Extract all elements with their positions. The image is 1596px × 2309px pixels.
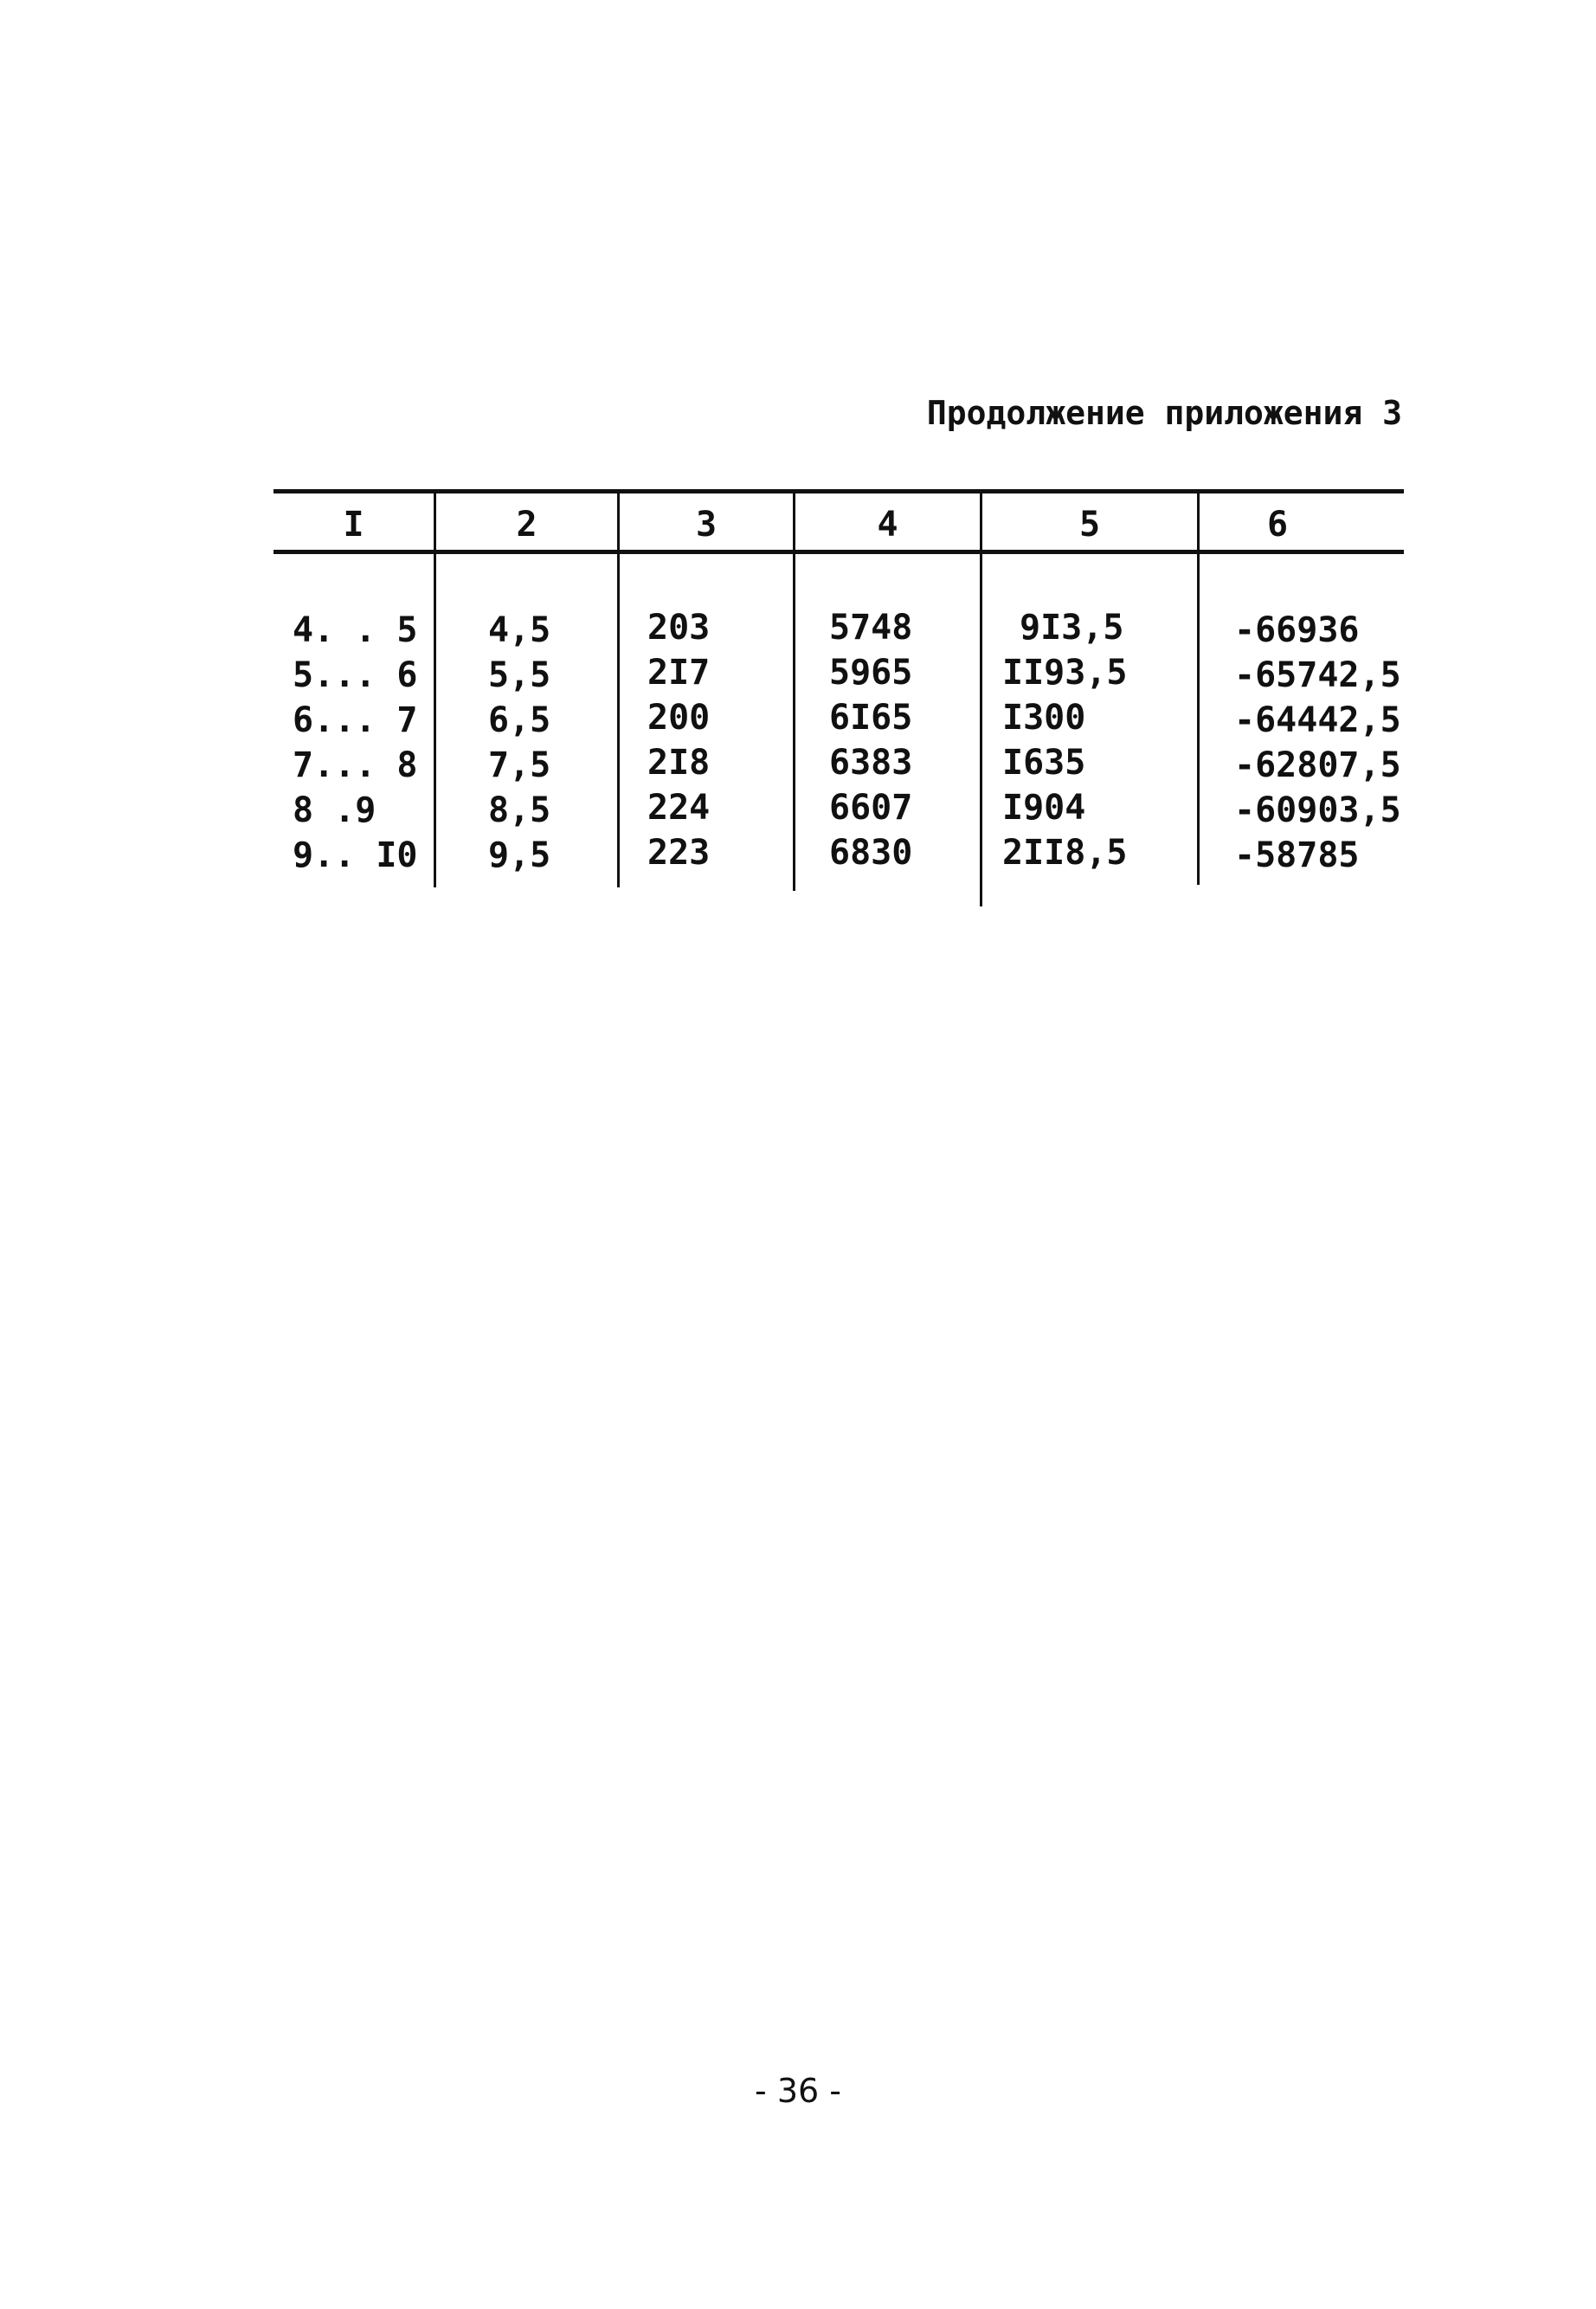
table-cell: 6607 (829, 788, 913, 828)
table-cell: -60903,5 (1234, 790, 1401, 830)
table-cell: 203 (647, 608, 711, 648)
table-cell: 2II8,5 (1002, 833, 1128, 873)
table-cell: 4,5 (488, 610, 551, 650)
table-cell: -65742,5 (1234, 655, 1401, 695)
table-cell: -64442,5 (1234, 700, 1401, 740)
column-separator (980, 491, 982, 906)
table-cell: 200 (647, 698, 711, 738)
table-cell: 223 (647, 833, 711, 873)
column-header: 2 (516, 505, 537, 545)
table-cell: 5748 (829, 608, 913, 648)
table-cell: 9I3,5 (1020, 608, 1124, 648)
table-caption: Продолжение приложения 3 (926, 394, 1402, 432)
table-cell: -58785 (1234, 835, 1360, 875)
table-top-rule (274, 489, 1404, 493)
table-cell: I300 (1002, 698, 1086, 738)
table-cell: II93,5 (1002, 653, 1128, 693)
column-separator (1197, 491, 1200, 885)
column-separator (617, 491, 620, 887)
table-cell: 5,5 (488, 655, 551, 695)
table-cell: 9.. I0 (293, 835, 418, 875)
table-cell: 9,5 (488, 835, 551, 875)
column-separator (793, 491, 795, 891)
table-cell: 6I65 (829, 698, 913, 738)
table-cell: 6383 (829, 743, 913, 783)
table-cell: 8 .9 (293, 790, 376, 830)
column-header: I (343, 505, 364, 545)
table-header-rule (274, 550, 1404, 554)
column-header: 3 (695, 505, 718, 545)
table-cell: 224 (647, 788, 711, 828)
table-cell: 6,5 (488, 700, 551, 740)
table-cell: 4. . 5 (293, 610, 418, 650)
column-header: 4 (877, 505, 898, 545)
table-cell: 8,5 (488, 790, 551, 830)
table-cell: 7,5 (488, 745, 551, 785)
table-cell: 6... 7 (293, 700, 418, 740)
table-cell: -66936 (1234, 610, 1360, 650)
table-cell: I904 (1002, 788, 1086, 828)
table-cell: 5965 (829, 653, 913, 693)
table-cell: 2I7 (647, 653, 711, 693)
table-cell: 6830 (829, 833, 913, 873)
table-cell: 5... 6 (293, 655, 418, 695)
table-cell: 7... 8 (293, 745, 418, 785)
page-number: - 36 - (755, 2072, 841, 2110)
table-cell: -62807,5 (1234, 745, 1401, 785)
table-cell: I635 (1002, 743, 1086, 783)
column-separator (434, 491, 436, 887)
column-header: 5 (1078, 505, 1101, 545)
column-header: 6 (1266, 505, 1289, 545)
table-cell: 2I8 (647, 743, 711, 783)
